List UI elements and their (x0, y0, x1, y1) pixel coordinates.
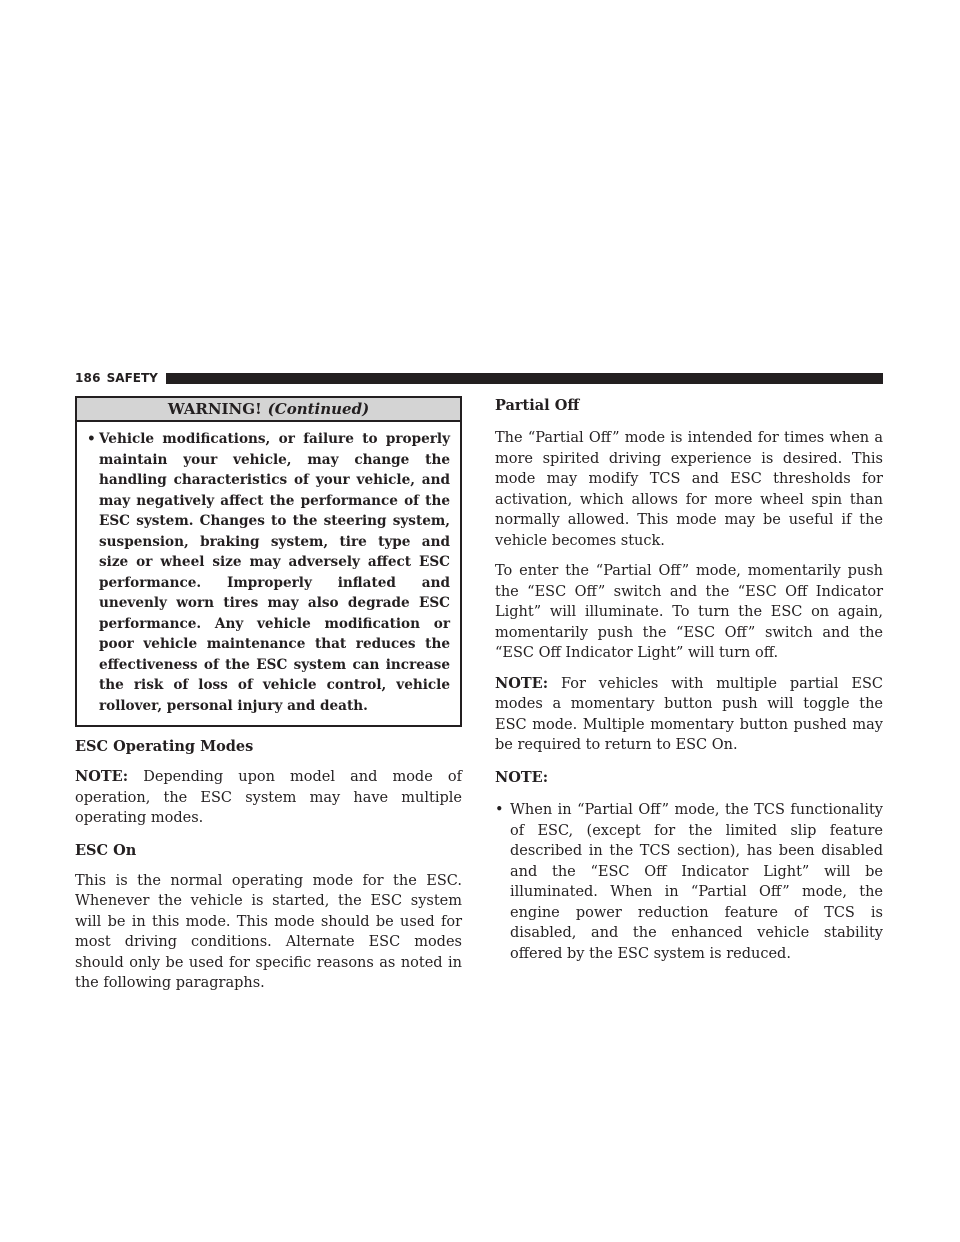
warning-label: WARNING! (167, 400, 262, 418)
note-paragraph (75, 767, 462, 829)
warning-text: Vehicle modifications, or failure to properly maintain your vehicle, may change the handling characteristics of your vehicle, and may negatively affect the performance of the ESC system. Changes to the steering system, suspension, braking system, tire type and size or wheel size may adversely affect ESC performance. Improperly inflated and unevenly worn tires may also degrade ESC performance. Any vehicle modification or poor vehicle maintenance that reduces the effectiveness of the ESC system can increase the risk of loss of vehicle control, vehicle rollover, personal injury and death. (99, 431, 450, 714)
note-paragraph (495, 674, 883, 756)
right-column (495, 396, 883, 964)
page-header (75, 371, 883, 385)
note-text: For vehicles with multiple partial ESC modes a momentary button push will toggle the ESC mode. Multiple momentary button pushed may be required to return to ESC On. (495, 675, 883, 753)
warning-continued: (Continued) (267, 400, 370, 418)
bullet-icon: • (495, 802, 504, 818)
list-item-text: When in “Partial Off” mode, the TCS functionality of ESC, (except for the limited slip feature described in the TCS section), has been disabled and the “ESC Off Indicator Light” will be illuminated. When in “Partial Off” mode, the engine power reduction feature of TCS is disabled, and the enhanced vehicle stability offered by the ESC system is reduced. (510, 802, 883, 962)
heading-partial-off: Partial Off (495, 397, 580, 414)
section-title: SAFETY (106, 371, 158, 385)
paragraph-partial-off-enter: To enter the “Partial Off” mode, momentarily push the “ESC Off” switch and the “ESC Off Indicator Light” will illuminate. To turn the ESC on again, momentarily push the “ESC Off” switch and the “ESC Off Indicator Light” will turn off. (495, 563, 883, 661)
heading-esc-operating-modes: ESC Operating Modes (75, 738, 254, 755)
paragraph-partial-off-intro: The “Partial Off” mode is intended for times when a more spirited driving experience is desired. This mode may modify TCS and ESC thresholds for activation, which allows for more wheel spin than normally allowed. This mode may be useful if the vehicle becomes stuck. (495, 430, 883, 549)
page-number: 186 (75, 371, 101, 385)
warning-box (75, 396, 462, 727)
note-label: NOTE: (495, 674, 549, 692)
list-item (495, 800, 883, 964)
warning-title (77, 398, 460, 422)
note-label: NOTE: (495, 768, 549, 786)
paragraph-esc-on: This is the normal operating mode for the ESC. Whenever the vehicle is started, the ESC system will be in this mode. This mode should be used for most driving conditions. Alternate ESC modes should only be used for specific reasons as noted in the following paragraphs. (75, 872, 462, 991)
note-label: NOTE: (75, 768, 129, 785)
heading-esc-on: ESC On (75, 841, 137, 859)
header-rule (166, 373, 883, 384)
bullet-icon: • (87, 431, 96, 447)
warning-body (77, 422, 460, 725)
left-column (75, 396, 462, 994)
note-text: Depending upon model and mode of operation, the ESC system may have multiple operating modes. (75, 769, 462, 826)
